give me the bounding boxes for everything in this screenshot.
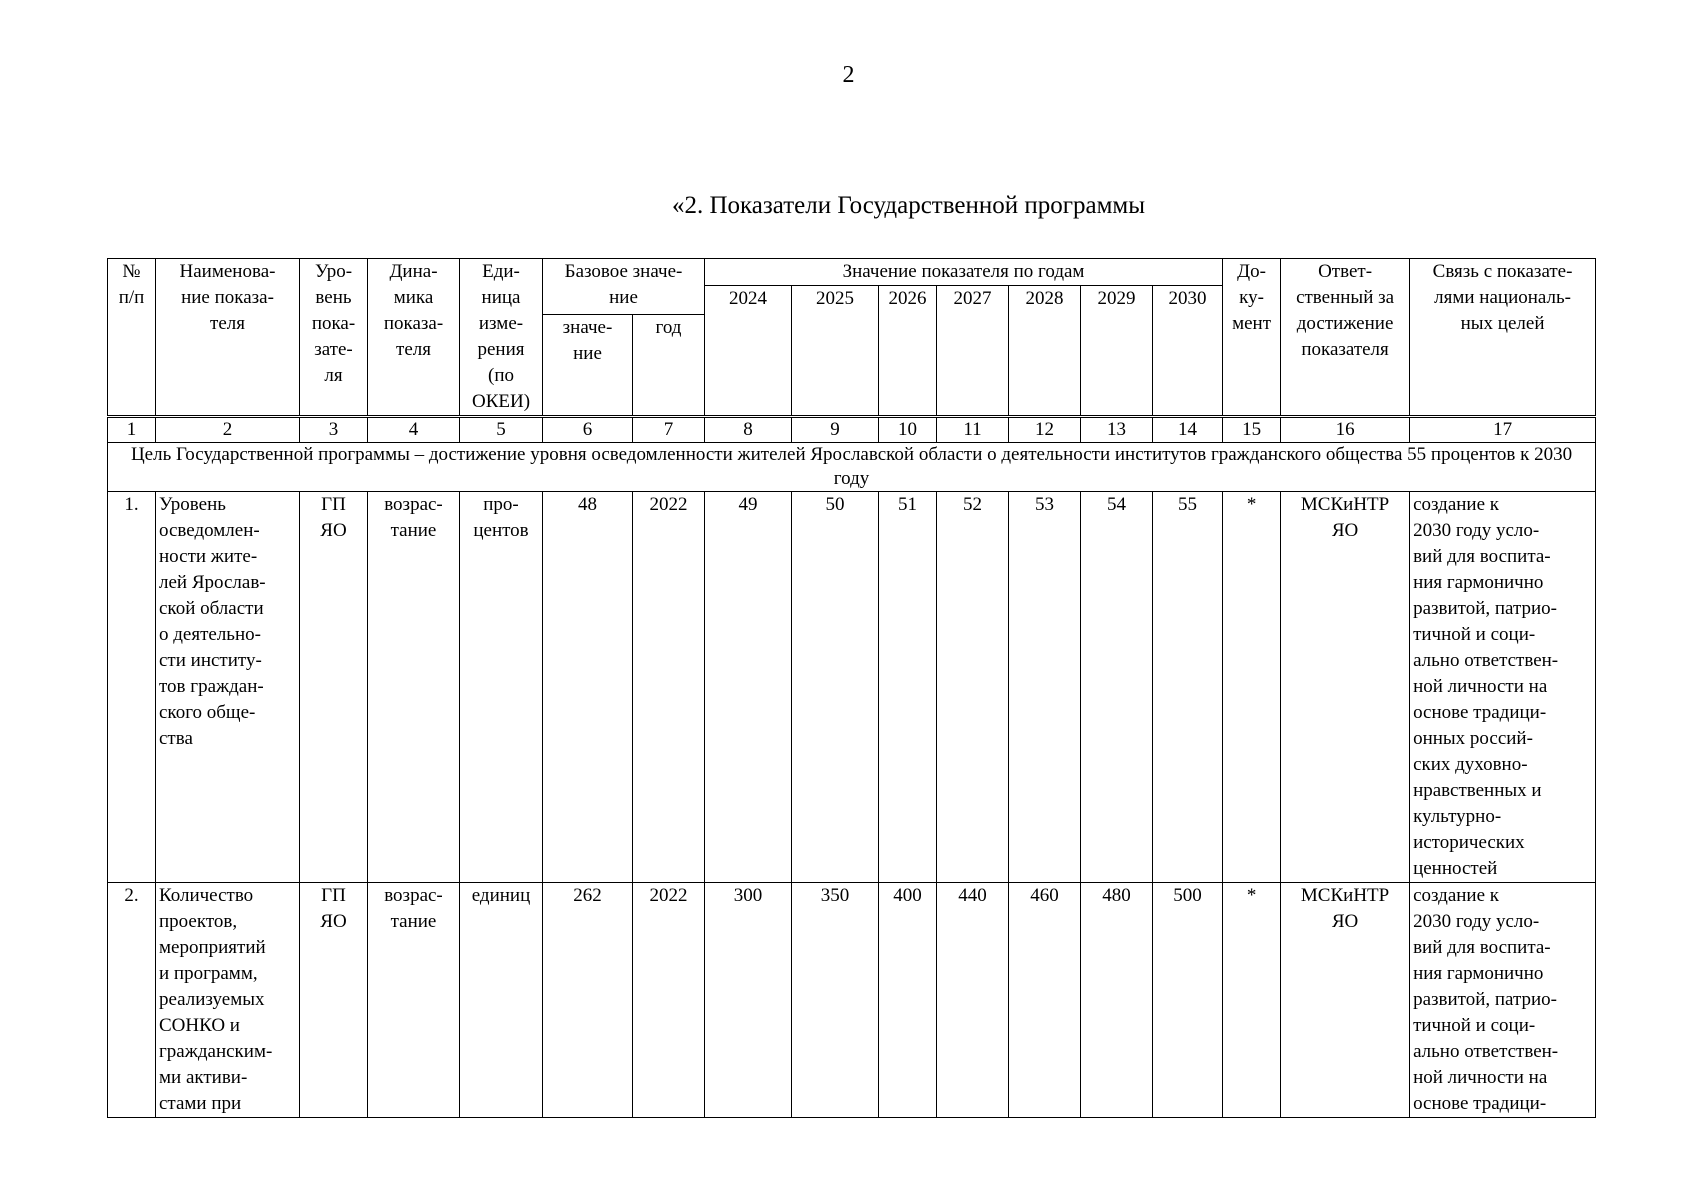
header-name: Наименова- ние показа- теля bbox=[156, 259, 300, 417]
column-number: 11 bbox=[937, 417, 1009, 443]
document-title: «2. Показатели Государственной программы bbox=[671, 192, 1146, 219]
row-document: * bbox=[1223, 492, 1281, 883]
row-base-year: 2022 bbox=[633, 492, 705, 883]
column-number: 6 bbox=[543, 417, 633, 443]
header-link: Связь с показате- лями националь- ных целей bbox=[1410, 259, 1596, 417]
column-number: 1 bbox=[108, 417, 156, 443]
column-number: 9 bbox=[792, 417, 879, 443]
column-number: 16 bbox=[1281, 417, 1410, 443]
column-number: 10 bbox=[879, 417, 937, 443]
column-number: 8 bbox=[705, 417, 792, 443]
header-base-value: значе- ние bbox=[543, 315, 633, 417]
row-link: создание к 2030 году усло- вий для воспита- ния гармонично развитой, патрио- тичной и соци- ально ответствен- ной личности на основе традици- онных россий- ских духовно- нравственных и культурно- исторических ценностей bbox=[1410, 492, 1596, 883]
header-year-2030: 2030 bbox=[1153, 286, 1223, 417]
header-year-2025: 2025 bbox=[792, 286, 879, 417]
row-dynamics: возрас- тание bbox=[368, 492, 460, 883]
header-level: Уро- вень пока- зате- ля bbox=[300, 259, 368, 417]
row-value-2029: 480 bbox=[1081, 883, 1153, 1118]
header-years-group: Значение показателя по годам bbox=[705, 259, 1223, 286]
column-number: 3 bbox=[300, 417, 368, 443]
header-year-2027: 2027 bbox=[937, 286, 1009, 417]
row-value-2030: 500 bbox=[1153, 883, 1223, 1118]
row-value-2027: 440 bbox=[937, 883, 1009, 1118]
row-num: 1. bbox=[108, 492, 156, 883]
row-value-2030: 55 bbox=[1153, 492, 1223, 883]
row-value-2024: 49 bbox=[705, 492, 792, 883]
header-responsible: Ответ- ственный за достижение показателя bbox=[1281, 259, 1410, 417]
column-number: 4 bbox=[368, 417, 460, 443]
program-goal: Цель Государственной программы – достижение уровня осведомленности жителей Ярославской области о деятельности институтов гражданского общества 55 процентов к 2030 году bbox=[108, 443, 1596, 492]
row-level: ГП ЯО bbox=[300, 492, 368, 883]
header-year-2024: 2024 bbox=[705, 286, 792, 417]
column-number: 13 bbox=[1081, 417, 1153, 443]
row-name: Уровень осведомлен- ности жите- лей Ярослав- ской области о деятельно- сти институ- тов граждан- ского обще- ства bbox=[156, 492, 300, 883]
row-value-2028: 53 bbox=[1009, 492, 1081, 883]
row-base-value: 48 bbox=[543, 492, 633, 883]
row-value-2024: 300 bbox=[705, 883, 792, 1118]
column-number: 2 bbox=[156, 417, 300, 443]
header-year-2026: 2026 bbox=[879, 286, 937, 417]
row-unit: единиц bbox=[460, 883, 543, 1118]
row-base-value: 262 bbox=[543, 883, 633, 1118]
row-link: создание к 2030 году усло- вий для воспита- ния гармонично развитой, патрио- тичной и соци- ально ответствен- ной личности на основе традици- bbox=[1410, 883, 1596, 1118]
header-document: До- ку- мент bbox=[1223, 259, 1281, 417]
row-value-2029: 54 bbox=[1081, 492, 1153, 883]
header-unit: Еди- ница изме- рения (по ОКЕИ) bbox=[460, 259, 543, 417]
column-number: 7 bbox=[633, 417, 705, 443]
row-value-2026: 400 bbox=[879, 883, 937, 1118]
header-base: Базовое значе- ние bbox=[543, 259, 705, 315]
column-number: 12 bbox=[1009, 417, 1081, 443]
column-number: 17 bbox=[1410, 417, 1596, 443]
row-num: 2. bbox=[108, 883, 156, 1118]
row-responsible: МСКиНТР ЯО bbox=[1281, 883, 1410, 1118]
row-value-2025: 50 bbox=[792, 492, 879, 883]
row-dynamics: возрас- тание bbox=[368, 883, 460, 1118]
row-unit: про- центов bbox=[460, 492, 543, 883]
header-year-2028: 2028 bbox=[1009, 286, 1081, 417]
row-name: Количество проектов, мероприятий и программ, реализуемых СОНКО и гражданским- ми активи- стами при bbox=[156, 883, 300, 1118]
table-row bbox=[108, 492, 1596, 883]
row-value-2027: 52 bbox=[937, 492, 1009, 883]
column-number: 15 bbox=[1223, 417, 1281, 443]
row-responsible: МСКиНТР ЯО bbox=[1281, 492, 1410, 883]
header-year-2029: 2029 bbox=[1081, 286, 1153, 417]
page-number: 2 bbox=[842, 62, 855, 88]
header-base-year: год bbox=[633, 315, 705, 417]
indicators-table bbox=[107, 258, 1596, 1118]
column-number: 14 bbox=[1153, 417, 1223, 443]
row-document: * bbox=[1223, 883, 1281, 1118]
header-dynamics: Дина- мика показа- теля bbox=[368, 259, 460, 417]
column-number: 5 bbox=[460, 417, 543, 443]
row-level: ГП ЯО bbox=[300, 883, 368, 1118]
row-value-2025: 350 bbox=[792, 883, 879, 1118]
row-value-2026: 51 bbox=[879, 492, 937, 883]
row-value-2028: 460 bbox=[1009, 883, 1081, 1118]
row-base-year: 2022 bbox=[633, 883, 705, 1118]
header-num: № п/п bbox=[108, 259, 156, 417]
table-row bbox=[108, 883, 1596, 1118]
